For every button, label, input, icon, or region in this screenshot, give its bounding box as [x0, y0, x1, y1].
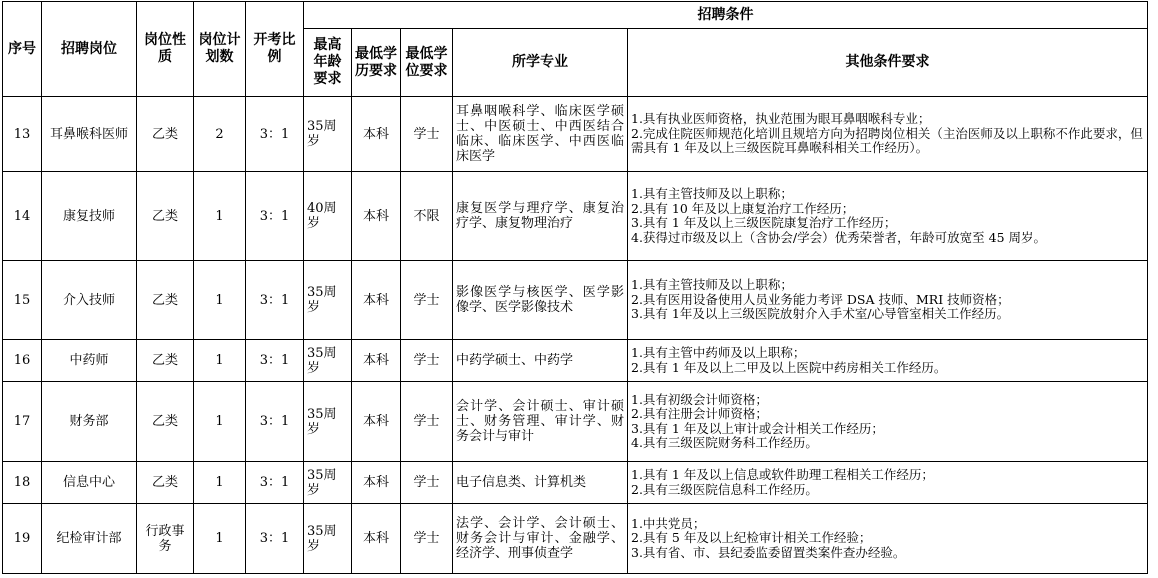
cell-min-degree: 学士	[401, 504, 453, 574]
cell-seq: 19	[3, 504, 42, 574]
cell-position: 康复技师	[42, 172, 137, 261]
requirement-line: 2.具有注册会计师资格；	[631, 406, 768, 421]
cell-seq: 13	[3, 97, 42, 172]
requirement-line: 1.具有初级会计师资格；	[631, 391, 768, 407]
cell-min-edu: 本科	[352, 97, 401, 172]
cell-other-requirements	[628, 462, 1148, 504]
requirement-line: 3.具有省、市、县纪委监委留置类案件查办经验。	[631, 544, 906, 560]
cell-other-requirements	[628, 504, 1148, 574]
cell-ratio: 3：1	[246, 462, 304, 504]
cell-quota: 2	[194, 97, 246, 172]
cell-min-degree: 学士	[401, 340, 453, 382]
cell-min-edu: 本科	[352, 261, 401, 340]
cell-nature: 乙类	[137, 261, 194, 340]
cell-nature: 乙类	[137, 172, 194, 261]
cell-min-edu: 本科	[352, 340, 401, 382]
requirement-line: 1.具有主管中药师及以上职称；	[631, 345, 806, 360]
header-min-degree: 最低学位要求	[401, 29, 453, 97]
header-major: 所学专业	[453, 29, 628, 97]
cell-ratio: 3：1	[246, 97, 304, 172]
requirement-line: 3.具有 1 年及以上三级医院康复治疗工作经历；	[631, 215, 897, 230]
cell-quota: 1	[194, 172, 246, 261]
cell-min-degree: 学士	[401, 382, 453, 462]
requirement-line: 2.完成住院医师规范化培训且规培方向为招聘岗位相关（主治医师及以上职称不作此要求，但需具有 1 年及以上三级医院耳鼻喉科相关工作经历）。	[631, 125, 1143, 156]
cell-seq: 18	[3, 462, 42, 504]
cell-nature: 乙类	[137, 340, 194, 382]
cell-position: 中药师	[42, 340, 137, 382]
header-conditions: 招聘条件	[304, 2, 1148, 29]
table-row	[3, 462, 1148, 504]
requirement-line: 3.具有 1 年及以上审计或会计相关工作经历；	[631, 420, 884, 436]
cell-ratio: 3：1	[246, 172, 304, 261]
cell-min-degree: 学士	[401, 462, 453, 504]
cell-quota: 1	[194, 382, 246, 462]
header-seq: 序号	[3, 2, 42, 97]
cell-major: 中药学硕士、中药学	[453, 340, 628, 382]
cell-min-edu: 本科	[352, 172, 401, 261]
cell-min-degree: 学士	[401, 97, 453, 172]
cell-min-degree: 不限	[401, 172, 453, 261]
header-ratio: 开考比例	[246, 2, 304, 97]
table-row	[3, 97, 1148, 172]
cell-ratio: 3：1	[246, 340, 304, 382]
cell-seq: 17	[3, 382, 42, 462]
cell-ratio: 3：1	[246, 382, 304, 462]
cell-quota: 1	[194, 340, 246, 382]
header-position: 招聘岗位	[42, 2, 137, 97]
cell-nature: 乙类	[137, 97, 194, 172]
cell-major: 康复医学与理疗学、康复治疗学、康复物理治疗	[453, 172, 628, 261]
requirement-line: 1.具有 1 年及以上信息或软件助理工程相关工作经历；	[631, 467, 934, 482]
cell-other-requirements	[628, 382, 1148, 462]
cell-nature: 乙类	[137, 382, 194, 462]
header-quota: 岗位计划数	[194, 2, 246, 97]
cell-other-requirements	[628, 340, 1148, 382]
cell-seq: 16	[3, 340, 42, 382]
cell-quota: 1	[194, 462, 246, 504]
cell-other-requirements	[628, 261, 1148, 340]
cell-seq: 14	[3, 172, 42, 261]
requirement-line: 2.具有 10 年及以上康复治疗工作经历；	[631, 200, 855, 216]
cell-other-requirements	[628, 172, 1148, 261]
cell-major: 电子信息类、计算机类	[453, 462, 628, 504]
header-nature: 岗位性质	[137, 2, 194, 97]
requirement-line: 1.中共党员；	[631, 515, 706, 531]
cell-min-edu: 本科	[352, 382, 401, 462]
cell-ratio: 3：1	[246, 504, 304, 574]
cell-other-requirements	[628, 97, 1148, 172]
table-row	[3, 382, 1148, 462]
requirement-line: 1.具有执业医师资格，执业范围为眼耳鼻咽喉科专业；	[631, 111, 931, 127]
header-other: 其他条件要求	[628, 29, 1148, 97]
requirement-line: 2.具有三级医院信息科工作经历。	[631, 481, 818, 497]
table-row	[3, 172, 1148, 261]
recruitment-table	[2, 1, 1148, 574]
cell-min-edu: 本科	[352, 462, 401, 504]
requirement-line: 4.获得过市级及以上（含协会/学会）优秀荣誉者，年龄可放宽至 45 周岁。	[631, 229, 1046, 245]
requirement-line: 2.具有医用设备使用人员业务能力考评 DSA 技师、MRI 技师资格；	[631, 291, 1010, 307]
cell-max-age: 40周岁	[304, 172, 352, 261]
cell-seq: 15	[3, 261, 42, 340]
cell-position: 介入技师	[42, 261, 137, 340]
header-min-edu: 最低学历要求	[352, 29, 401, 97]
requirement-line: 1.具有主管技师及以上职称；	[631, 277, 793, 293]
cell-quota: 1	[194, 261, 246, 340]
cell-max-age: 35周岁	[304, 97, 352, 172]
cell-major: 耳鼻咽喉科学、临床医学硕士、中医硕士、中西医结合临床、临床医学、中西医临床医学	[453, 97, 628, 172]
requirement-line: 3.具有 1年及以上三级医院放射介入手术室/心导管室相关工作经历。	[631, 306, 1010, 322]
cell-ratio: 3：1	[246, 261, 304, 340]
cell-max-age: 35周岁	[304, 504, 352, 574]
cell-major: 影像医学与核医学、医学影像学、医学影像技术	[453, 261, 628, 340]
cell-max-age: 35周岁	[304, 382, 352, 462]
header-max-age: 最高年龄要求	[304, 29, 352, 97]
requirement-line: 2.具有 1 年及以上二甲及以上医院中药房相关工作经历。	[631, 359, 947, 375]
table-row	[3, 504, 1148, 574]
cell-nature: 乙类	[137, 462, 194, 504]
cell-position: 财务部	[42, 382, 137, 462]
cell-nature: 行政事务	[137, 504, 194, 574]
cell-position: 耳鼻喉科医师	[42, 97, 137, 172]
requirement-line: 4.具有三级医院财务科工作经历。	[631, 435, 818, 450]
table-row	[3, 340, 1148, 382]
cell-position: 信息中心	[42, 462, 137, 504]
cell-major: 法学、会计学、会计硕士、财务会计与审计、金融学、经济学、刑事侦查学	[453, 504, 628, 574]
cell-position: 纪检审计部	[42, 504, 137, 574]
table-row	[3, 261, 1148, 340]
cell-min-degree: 学士	[401, 261, 453, 340]
requirement-line: 2.具有 5 年及以上纪检审计相关工作经验；	[631, 530, 872, 546]
cell-major: 会计学、会计硕士、审计硕士、财务管理、审计学、财务会计与审计	[453, 382, 628, 462]
requirement-line: 1.具有主管技师及以上职称；	[631, 186, 793, 201]
cell-min-edu: 本科	[352, 504, 401, 574]
cell-max-age: 35周岁	[304, 462, 352, 504]
cell-max-age: 35周岁	[304, 340, 352, 382]
cell-max-age: 35周岁	[304, 261, 352, 340]
cell-quota: 1	[194, 504, 246, 574]
